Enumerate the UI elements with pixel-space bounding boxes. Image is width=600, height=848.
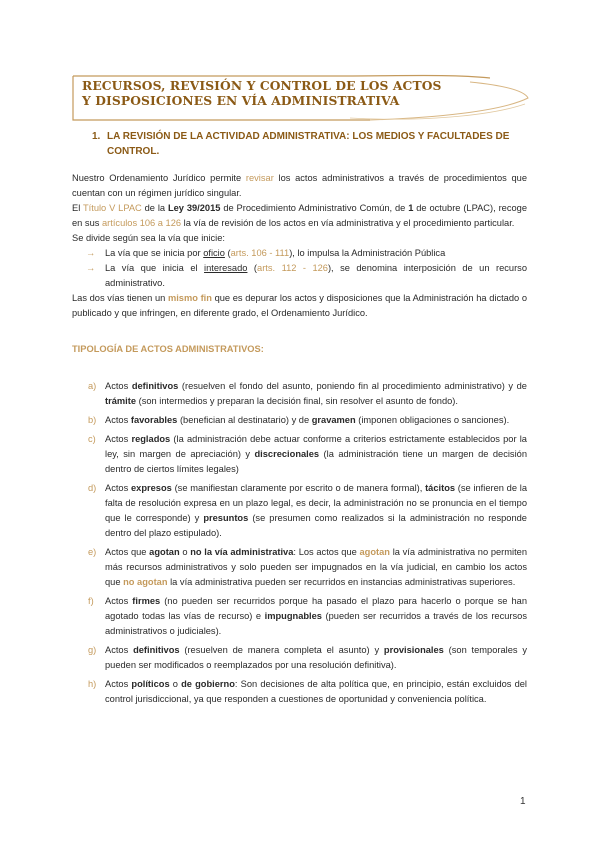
section-number: 1. <box>92 131 101 142</box>
intro-paragraph-1: Nuestro Ordenamiento Jurídico permite revisar los actos administrativos a través de procedimientos que cuentan con un régimen jurídico singular. <box>72 173 528 198</box>
list-item: h) Actos políticos o de gobierno: Son decisiones de alta política que, en principio, están excluidos del control jurisdiccional, ya que responden a cuestiones de oportunidad y conveniencia política. <box>88 679 527 704</box>
list-item: b) Actos favorables (benefician al destinatario) y de gravamen (imponen obligaciones o sanciones). <box>88 415 510 425</box>
list-item: → La vía que inicia el interesado (arts. 112 - 126), se denomina interposición de un recurso administrativo. <box>86 263 527 288</box>
intro-paragraph-2: El Título V LPAC de la Ley 39/2015 de Procedimiento Administrativo Común, de 1 de octubre (LPAC), recoge en sus artículos 106 a 126 la vía de revisión de los actos en vía administrativa y el procedimiento particular. <box>72 203 527 228</box>
title-line-1: RECURSOS, REVISIÓN Y CONTROL DE LOS ACTOS <box>82 78 442 93</box>
conclusion-paragraph: Las dos vías tienen un mismo fin que es depurar los actos y disposiciones que la Administración ha dictado o publicado y que infringen, en diferente grado, el Ordenamiento Jurídico. <box>72 293 528 318</box>
section-heading <box>92 129 532 159</box>
list-item: d) Actos expresos (se manifiestan claramente por escrito o de manera formal), tácitos (se infieren de la falta de resolución expresa en un plazo legal, es decir, la administración no se pronuncia en el tiempo que le corresponde) y presuntos (se presumen como realizados si la administración no responde dentro del plazo estipulado). <box>88 483 527 538</box>
section-title: LA REVISIÓN DE LA ACTIVIDAD ADMINISTRATIVA: LOS MEDIOS Y FACULTADES DE CONTROL. <box>107 131 510 157</box>
arrow-right-icon: → <box>86 263 96 273</box>
list-item: e) Actos que agotan o no la vía administrativa: Los actos que agotan la vía administrativa no permiten más recursos administrativos y solo pueden ser impugnados en la vía judicial, en cambio los actos que no agotan la vía administrativa pueden ser recurridos en instancias administrativas superiores. <box>88 547 527 587</box>
list-item: → La vía que se inicia por oficio (arts. 106 - 111), lo impulsa la Administración Pública <box>72 246 527 261</box>
tipologia-heading: TIPOLOGÍA DE ACTOS ADMINISTRATIVOS: <box>72 344 264 354</box>
vias-list <box>72 246 527 291</box>
list-item: f) Actos firmes (no pueden ser recurridos porque ha pasado el plazo para hacerlo o porque se han agotado todas las vías de recurso) e impugnables (pueden ser recurridos a través de los recursos administrativos o judiciales). <box>88 596 527 636</box>
intro-paragraph-3: Se divide según sea la vía que inicie: <box>72 233 225 243</box>
document-body <box>72 171 527 711</box>
title-banner <box>70 72 532 124</box>
page-number: 1 <box>520 796 526 807</box>
title-line-2: Y DISPOSICIONES EN VÍA ADMINISTRATIVA <box>82 93 400 108</box>
list-item: c) Actos reglados (la administración debe actuar conforme a criterios estrictamente establecidos por la ley, sin margen de apreciación) y discrecionales (la administración tiene un margen de decisión dentro de ciertos límites legales) <box>88 434 527 474</box>
tipologia-list <box>72 379 527 707</box>
list-item: g) Actos definitivos (resuelven de manera completa el asunto) y provisionales (son temporales y pueden ser modificados o reemplazados por una resolución definitiva). <box>88 645 527 670</box>
arrow-right-icon: → <box>86 248 96 258</box>
list-item: a) Actos definitivos (resuelven el fondo del asunto, poniendo fin al procedimiento administrativo) y de trámite (son intermedios y preparan la decisión final, sin resolver el asunto de fondo). <box>88 381 527 406</box>
